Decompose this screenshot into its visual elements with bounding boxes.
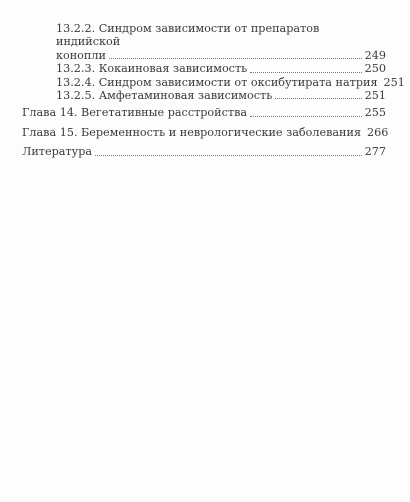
toc-entry-title: Глава 14. Вегетативные расстройства <box>22 106 248 120</box>
toc-entry-title-continuation: конопли <box>56 48 106 62</box>
toc-entry-number: 13.2.4. <box>56 75 96 89</box>
toc-entry-chapter-15 <box>22 125 389 139</box>
toc-entry-number: 13.2.3. <box>56 62 96 76</box>
dot-leader <box>250 116 362 117</box>
toc-page-number: 250 <box>364 62 386 76</box>
toc-entry-title <box>56 76 378 89</box>
table-of-contents <box>22 22 405 159</box>
toc-page-number: 249 <box>364 48 386 62</box>
toc-entry-title: Литература <box>22 145 93 159</box>
toc-page-number: 251 <box>364 89 386 103</box>
toc-entry-title-line1 <box>56 22 386 49</box>
toc-entry-title-text: Амфетаминовая зависимость <box>98 89 273 103</box>
toc-entry-title-line2 <box>56 49 386 62</box>
toc-entry-title <box>56 89 272 102</box>
dot-leader <box>95 155 362 156</box>
toc-entry-13-2-5 <box>22 89 386 102</box>
dot-leader <box>109 58 362 59</box>
toc-entry-title-text: Синдром зависимости от оксибутирата натрия <box>98 75 378 89</box>
toc-entry-title <box>56 62 247 75</box>
dot-leader <box>275 98 361 99</box>
toc-entry-13-2-3 <box>22 62 386 75</box>
toc-entry-number: 13.2.2. <box>56 22 96 35</box>
toc-entry-title-text: Кокаиновая зависимость <box>98 62 248 76</box>
toc-entry-number: 13.2.5. <box>56 89 96 103</box>
toc-entry-title: Глава 15. Беременность и неврологические заболевания <box>22 125 362 139</box>
toc-entry-13-2-4 <box>22 75 405 89</box>
toc-entry-title: Синдром зависимости от препаратов индийской <box>56 22 320 49</box>
toc-entry-13-2-2 <box>22 22 386 62</box>
toc-page-number: 251 <box>383 75 405 89</box>
toc-entry-literature <box>22 145 386 158</box>
dot-leader <box>250 72 361 73</box>
toc-page-number: 255 <box>364 106 386 120</box>
toc-page-number: 266 <box>367 125 389 139</box>
toc-page-number: 277 <box>364 145 386 159</box>
toc-entry-chapter-14 <box>22 106 386 119</box>
